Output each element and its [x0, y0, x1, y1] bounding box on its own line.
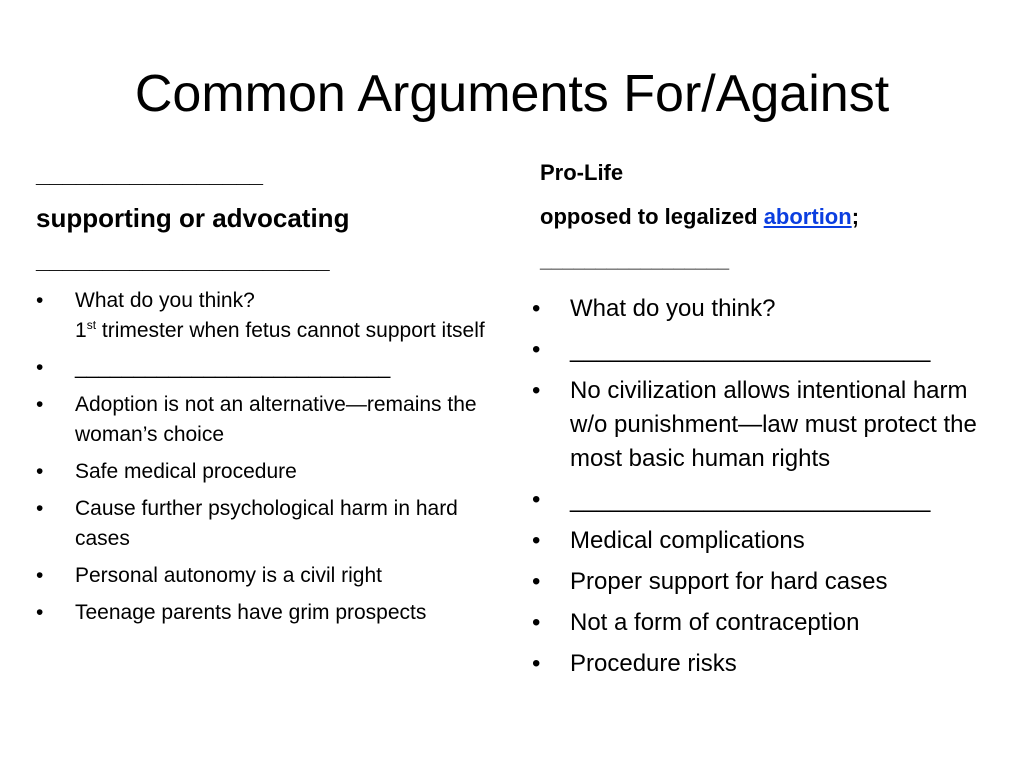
bullet-icon: •: [36, 601, 44, 624]
list-item-ordinal-suffix: st: [86, 318, 97, 332]
bullet-icon: •: [36, 460, 44, 483]
list-item-text: Proper support for hard cases: [570, 568, 888, 595]
list-item: [36, 598, 496, 628]
list-item: [532, 606, 992, 640]
bullet-icon: •: [36, 393, 44, 416]
bullet-icon: •: [532, 336, 541, 363]
bullet-icon: •: [532, 568, 541, 595]
list-item-text: Adoption is not an alternative—remains the woman’s choice: [75, 393, 477, 446]
list-item: [36, 353, 496, 383]
list-item-text: What do you think?: [570, 295, 776, 322]
list-item-text: Cause further psychological harm in hard cases: [75, 497, 458, 550]
bullet-icon: •: [532, 609, 541, 636]
right-term-definition: [532, 204, 992, 230]
list-item-text: ___________________________: [570, 486, 931, 513]
bullet-icon: •: [532, 650, 541, 677]
list-item: [532, 647, 992, 681]
bullet-icon: •: [36, 497, 44, 520]
left-term-definition: supporting or advocating: [36, 203, 350, 233]
list-item-text: Not a form of contraception: [570, 609, 860, 636]
list-item: [532, 524, 992, 558]
left-definition-blank: ______________________: [36, 247, 330, 274]
bullet-icon: •: [36, 289, 44, 312]
bullet-icon: •: [532, 377, 541, 404]
bullet-icon: •: [532, 295, 541, 322]
list-item: [532, 483, 992, 517]
right-definition-prefix: opposed to legalized: [540, 204, 764, 229]
left-column: [36, 160, 496, 635]
right-term: Pro-Life: [540, 160, 624, 185]
list-item-text: trimester when fetus cannot support itself: [96, 319, 485, 342]
list-item-text: Medical complications: [570, 527, 805, 554]
list-item-text: ___________________________: [75, 356, 391, 379]
list-item-text: ___________________________: [570, 336, 931, 363]
list-item-text: Safe medical procedure: [75, 460, 297, 483]
list-item: [36, 286, 496, 346]
slide-title: Common Arguments For/Against: [134, 65, 890, 123]
right-argument-list: [532, 292, 992, 681]
list-item: [532, 292, 992, 326]
list-item: [532, 565, 992, 599]
abortion-link[interactable]: abortion: [763, 204, 852, 229]
bullet-icon: •: [532, 527, 541, 554]
left-term-blank: _________________: [36, 161, 263, 188]
bullet-icon: •: [36, 564, 44, 587]
list-item: [532, 333, 992, 367]
list-item-text: What do you think?: [75, 289, 255, 312]
list-item: [532, 374, 992, 476]
bullet-icon: •: [532, 486, 541, 513]
right-column: [532, 160, 992, 688]
list-item-text: Procedure risks: [570, 650, 737, 677]
right-definition-blank: _________________: [540, 250, 730, 272]
list-item-text: Teenage parents have grim prospects: [75, 601, 427, 624]
list-item-text: Personal autonomy is a civil right: [75, 564, 382, 587]
list-item-ordinal: 1: [75, 319, 87, 342]
list-item: [36, 494, 496, 554]
list-item-text: No civilization allows intentional harm w/o punishment—law must protect the most basic human rights: [570, 377, 977, 472]
list-item: [36, 561, 496, 591]
left-argument-list: [36, 286, 496, 628]
list-item: [36, 457, 496, 487]
right-definition-suffix: ;: [851, 204, 860, 229]
bullet-icon: •: [36, 356, 44, 379]
list-item: [36, 390, 496, 450]
